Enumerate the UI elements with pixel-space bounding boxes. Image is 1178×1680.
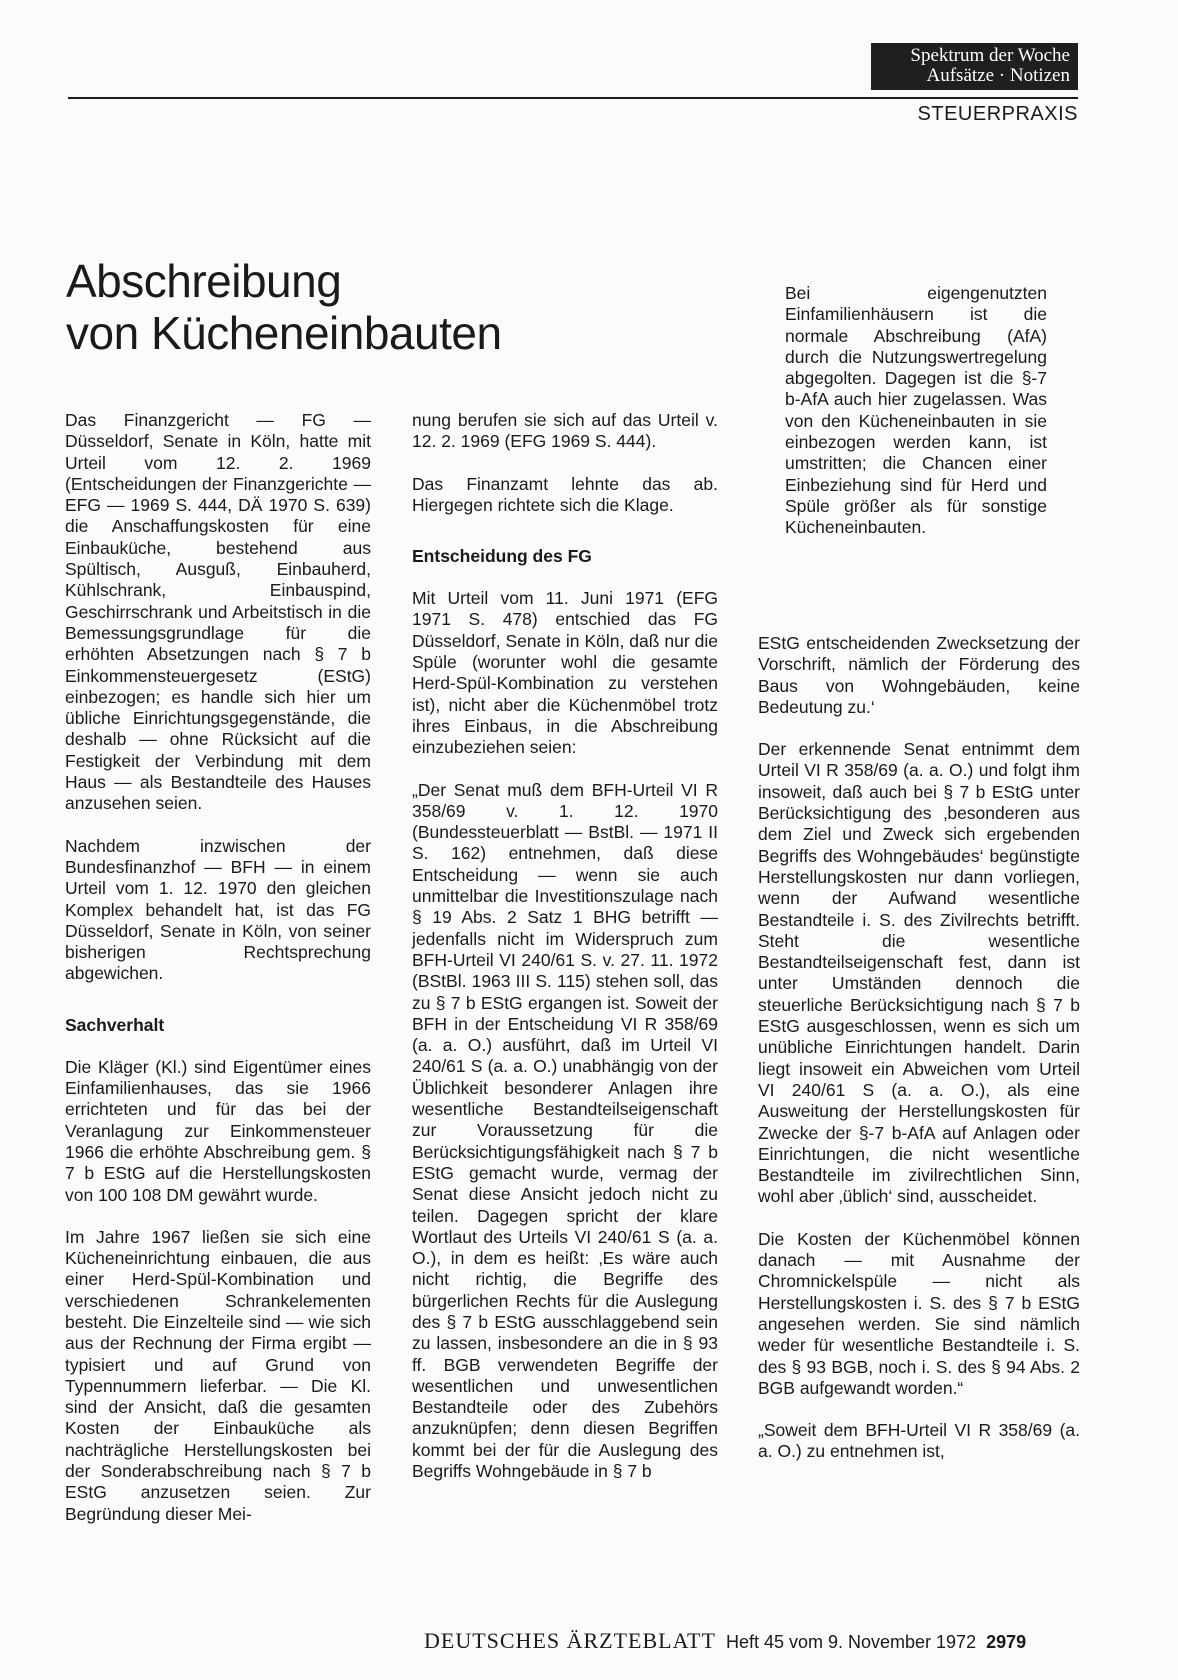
column-3-intro bbox=[785, 283, 1047, 560]
section-label: STEUERPRAXIS bbox=[917, 103, 1078, 125]
section-badge bbox=[871, 43, 1078, 90]
paragraph: „Soweit dem BFH-Urteil VI R 358/69 (a. a. O.) zu entnehmen ist, bbox=[758, 1420, 1080, 1462]
paragraph: Die Kosten der Küchenmöbel können danach — mit Ausnahme der Chromnickelspüle — nicht als Herstellungskosten i. S. des § 7 b EStG angesehen werden. Sie sind nämlich weder für wesentliche Bestandteile i. S. des § 93 BGB, noch i. S. des § 94 Abs. 2 BGB aufgewandt worden.“ bbox=[758, 1228, 1080, 1398]
paragraph: EStG entscheidenden Zwecksetzung der Vorschrift, nämlich der Förderung des Baus von Wohngebäuden, keine Bedeutung zu.‘ bbox=[758, 633, 1080, 717]
paragraph: Das Finanzamt lehnte das ab. Hiergegen richtete sich die Klage. bbox=[412, 473, 718, 515]
heading-sachverhalt: Sachverhalt bbox=[65, 1014, 165, 1035]
page-number: 2979 bbox=[986, 1632, 1027, 1652]
heading-entscheidung: Entscheidung des FG bbox=[412, 546, 592, 567]
header-rule bbox=[68, 97, 1078, 99]
paragraph: Das Finanzgericht — FG — Düsseldorf, Senate in Köln, hatte mit Urteil vom 12. 2. 1969 (Entscheidungen der Finanzgerichte — EFG — 1969 S. 444, DÄ 1970 S. 639) die Anschaffungskosten für eine Einbauküche, bestehend aus Spültisch, Ausguß, Einbauherd, Kühlschrank, Einbauspind, Geschirrschrank und Arbeitstisch in die Bemessungsgrundlage für die erhöhten Absetzungen nach § 7 b Einkommensteuergesetz (EStG) einbezogen; es handle sich hier um übliche Einrichtungsgegenstände, die deshalb — ohne Rücksicht auf die Festigkeit der Verbindung mit dem Haus — als Bestandteile des Hauses anzusehen seien. bbox=[65, 410, 371, 814]
issue-info: Heft 45 vom 9. November 1972 bbox=[725, 1632, 977, 1652]
paragraph: Die Kläger (Kl.) sind Eigentümer eines Einfamilienhauses, das sie 1966 errichteten und für das bei der Veranlagung zur Einkommensteuer 1966 die erhöhte Abschreibung gem. § 7 b EStG auf die Herstellungskosten von 100 108 DM gewährt wurde. bbox=[65, 1056, 371, 1205]
badge-line-1: Spektrum der Woche bbox=[910, 45, 1070, 66]
paragraph: nung berufen sie sich auf das Urteil v. 12. 2. 1969 (EFG 1969 S. 444). bbox=[412, 410, 718, 452]
article-title bbox=[66, 255, 502, 359]
paragraph: Im Jahre 1967 ließen sie sich eine Kücheneinrichtung einbauen, die aus einer Herd-Spül-Kombination und verschiedenen Schrankelementen besteht. Die Einzelteile sind — wie sich aus der Rechnung der Firma ergibt — typisiert und auf Grund von Typennummern lieferbar. — Die Kl. sind der Ansicht, daß die gesamten Kosten der Einbauküche als nachträgliche Herstellungskosten bei der Sonderabschreibung nach § 7 b EStG anzusetzen seien. Zur Begründung dieser Mei- bbox=[65, 1226, 371, 1524]
title-line-1: Abschreibung bbox=[66, 255, 342, 307]
paragraph: Nachdem inzwischen der Bundesfinanzhof — BFH — in einem Urteil vom 1. 12. 1970 den gleichen Komplex behandelt hat, ist das FG Düsseldorf, Senate in Köln, von seiner bisherigen Rechtsprechung abgewichen. bbox=[65, 835, 371, 984]
badge-line-2: Aufsätze · Notizen bbox=[926, 65, 1070, 86]
column-3 bbox=[758, 633, 1080, 1484]
intro-paragraph: Bei eigengenutzten Einfamilienhäusern ist die normale Abschreibung (AfA) durch die Nutzungswertregelung abgegolten. Dagegen ist die §-7 b-AfA auch hier zugelassen. Was von den Kücheneinbauten in sie einbezogen werden kann, ist umstritten; die Chancen einer Einbeziehung sind für Herd und Spüle größer als für sonstige Kücheneinbauten. bbox=[785, 283, 1047, 538]
journal-name: DEUTSCHES ÄRZTEBLATT bbox=[424, 1628, 716, 1653]
column-2 bbox=[412, 410, 718, 1503]
title-line-2: von Kücheneinbauten bbox=[66, 307, 502, 359]
paragraph: Der erkennende Senat entnimmt dem Urteil VI R 358/69 (a. a. O.) und folgt ihm insoweit, daß auch bei § 7 b EStG unter Berücksichtigung des ‚besonderen aus dem Ziel und Zweck sich ergebenden Begriffs des Wohngebäudes‘ begünstigte Herstellungskosten nur dann vorliegen, wenn der Aufwand wesentliche Bestandteile i. S. des Zivilrechts betrifft. Steht die wesentliche Bestandteilseigenschaft fest, dann ist unter Umständen dennoch die steuerliche Berücksichtigung nach § 7 b EStG ausgeschlossen, wenn es sich um unübliche Einrichtungen handelt. Darin liegt insoweit ein Abweichen vom Urteil VI 240/61 S (a. a. O.), als eine Ausweitung der Herstellungskosten für Zwecke der §-7 b-AfA auf Anlagen oder Einrichtungen, die nicht wesentliche Bestandteile im zivilrechtlichen Sinn, wohl aber ‚üblich‘ sind, ausscheidet. bbox=[758, 739, 1080, 1207]
page-footer bbox=[424, 1628, 1026, 1654]
paragraph: „Der Senat muß dem BFH-Urteil VI R 358/69 v. 1. 12. 1970 (Bundessteuerblatt — BstBl. — 1971 II S. 162) entnehmen, daß diese Entscheidung — wenn sie auch unmittelbar die Investitionszulage nach § 19 Abs. 2 Satz 1 BHG betrifft — jedenfalls nicht im Widerspruch zum BFH-Urteil VI 240/61 S. v. 27. 11. 1972 (BStBl. 1963 III S. 115) stehen soll, das zu § 7 b EStG ergangen ist. Soweit der BFH in der Entscheidung VI R 358/69 (a. a. O.) ausführt, daß im Urteil VI 240/61 S (a. a. O.) unabhängig von der Üblichkeit besonderer Anlagen ihre wesentliche Bestandteilseigenschaft zur Voraussetzung für die Berücksichtigungsfähigkeit nach § 7 b EStG gemacht wurde, vermag der Senat diese Ansicht jedoch nicht zu teilen. Dagegen spricht der klare Wortlaut des Urteils VI 240/61 S (a. a. O.), in dem es heißt: ‚Es wäre auch nicht richtig, die Begriffe des bürgerlichen Rechts für die Auslegung des § 7 b EStG ausschlaggebend sein zu lassen, insbesondere an die in § 93 ff. BGB verwendeten Begriffe der wesentlichen und unwesentlichen Bestandteile oder des Zubehörs anzuknüpfen; denn diesen Begriffen kommt bei der für die Auslegung des Begriffs Wohngebäude in § 7 b bbox=[412, 779, 718, 1482]
paragraph: Mit Urteil vom 11. Juni 1971 (EFG 1971 S. 478) entschied das FG Düsseldorf, Senate in Köln, daß nur die Spüle (worunter wohl die gesamte Herd-Spül-Kombination zu verstehen ist), nicht aber die Küchenmöbel trotz ihres Einbaus, in die Abschreibung einzubeziehen seien: bbox=[412, 588, 718, 758]
column-1 bbox=[65, 410, 371, 1546]
